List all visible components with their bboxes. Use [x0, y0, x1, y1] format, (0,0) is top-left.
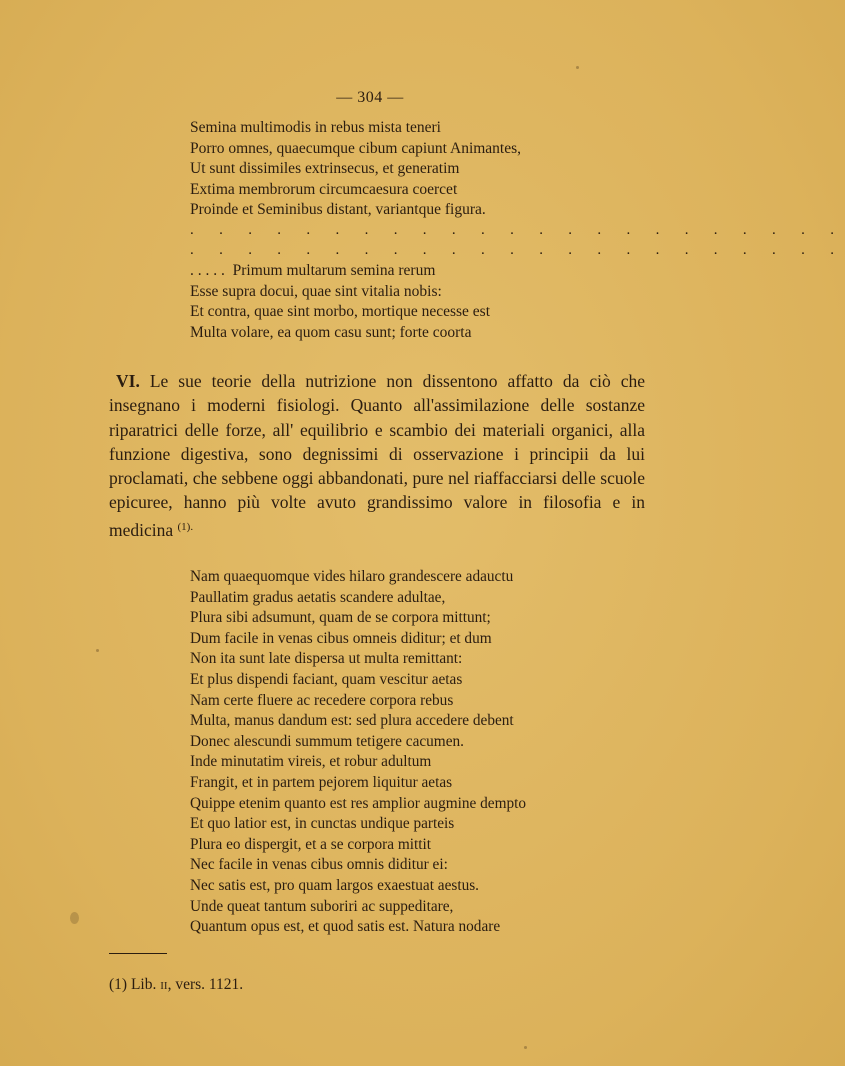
verse-line: Dum facile in venas cibus omneis diditur; et dum [190, 629, 492, 647]
verse-block-3 [190, 567, 526, 938]
footnote-book: ii [160, 976, 168, 993]
verse-block-1 [190, 118, 521, 221]
verse-line: Inde minutatim vireis, et robur adultum [190, 753, 432, 771]
verse-line: Semina multimodis in rebus mista teneri [190, 119, 441, 136]
paper-speck [576, 66, 579, 69]
verse-line: Multa volare, ea quom casu sunt; forte coorta [190, 323, 472, 341]
verse-line: Extima membrorum circumcaesura coercet [190, 180, 458, 198]
footnote-divider [109, 953, 167, 954]
verse-line: Et quo latior est, in cunctas undique parteis [190, 815, 455, 833]
section-paragraph [109, 369, 645, 542]
verse-line: Porro omnes, quaecumque cibum capiunt Animantes, [190, 139, 522, 157]
page-number: — 304 — [336, 89, 404, 106]
verse-block-2 [190, 261, 490, 343]
verse-line: Nam certe fluere ac recedere corpora rebus [190, 691, 454, 709]
paper-speck [524, 1046, 527, 1049]
footnote-rest: , vers. 1121. [167, 976, 244, 993]
verse-line: Esse supra docui, quae sint vitalia nobis: [190, 282, 442, 300]
verse-line: Nec facile in venas cibus omnis diditur ei: [190, 856, 448, 874]
verse-line: . . . . . Primum multarum semina rerum [190, 262, 436, 279]
footnote [109, 976, 243, 994]
footnote-marker: (1) [109, 976, 128, 993]
paper-speck [96, 649, 99, 652]
paper-speck [70, 912, 79, 924]
section-text: Le sue teorie della nutrizione non dissentono affatto da ciò che insegnano i moderni fisiologi. Quanto all'assimilazione delle sostanze riparatrici delle forze, all' equilibrio e scambio dei materiali organici, alla funzione digestiva, sono degnissimi di osservazione i principii da lui proclamati, che sebbene oggi abbandonati, pure nel riaffacciarsi delle scuole epicuree, hanno più volte avuto grandissimo valore in filosofia e in medicina [109, 371, 645, 540]
verse-line: Frangit, et in partem pejorem liquitur aetas [190, 773, 453, 791]
verse-line: Et contra, quae sint morbo, mortique necesse est [190, 303, 491, 321]
verse-line: Nec satis est, pro quam largos exaestuat aestus. [190, 876, 480, 894]
verse-line: Paullatim gradus aetatis scandere adultae, [190, 588, 446, 606]
verse-line: Plura sibi adsumunt, quam de se corpora mittunt; [190, 609, 491, 627]
verse-line: Plura eo dispergit, et a se corpora mittit [190, 835, 432, 853]
footnote-lib: Lib. [130, 976, 157, 993]
verse-line: Multa, manus dandum est: sed plura accedere debent [190, 712, 514, 730]
verse-line: Proinde et Seminibus distant, variantque figura. [190, 201, 486, 219]
verse-line: Unde queat tantum suboriri ac suppeditare, [190, 897, 454, 915]
section-number: VI. [116, 371, 140, 391]
footnote-reference: (1). [177, 520, 194, 533]
verse-line: Et plus dispendi faciant, quam vescitur aetas [190, 670, 463, 688]
verse-line: Quantum opus est, et quod satis est. Natura nodare [190, 918, 501, 936]
ellipsis-row: . . . . . . . . . . . . . . . . . . . . . . . [190, 222, 845, 238]
verse-line: Ut sunt dissimiles extrinsecus, et generatim [190, 160, 460, 178]
verse-line: Nam quaequomque vides hilaro grandescere adauctu [190, 568, 514, 585]
verse-line: Quippe etenim quanto est res amplior augmine dempto [190, 794, 527, 812]
ellipsis-row: . . . . . . . . . . . . . . . . . . . . . . . [190, 242, 845, 258]
verse-line: Donec alescundi summum tetigere cacumen. [190, 732, 464, 750]
verse-line: Non ita sunt late dispersa ut multa remittant: [190, 650, 463, 668]
